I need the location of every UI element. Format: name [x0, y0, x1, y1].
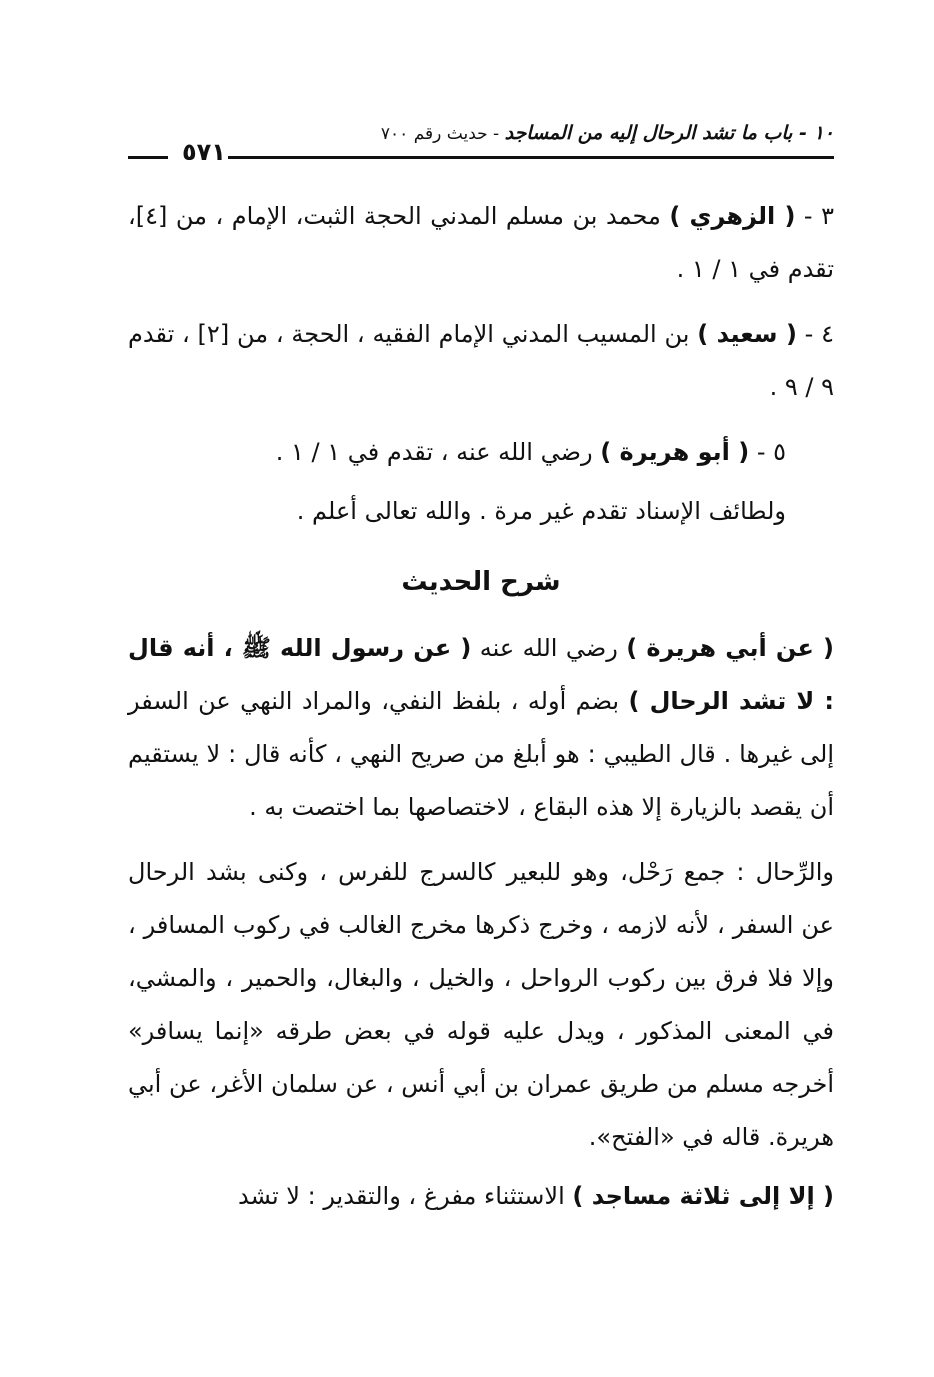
narrator-entry-4 [128, 308, 834, 414]
running-header [128, 118, 834, 178]
narrator-text: رضي الله عنه ، تقدم في ١ / ١ . [275, 438, 601, 466]
commentary-text: بضم أوله ، بلفظ النفي، والمراد النهي عن السفر إلى غيرها . قال الطيبي : هو أبلغ من صريح النهي ، كأنه قال : لا يستقيم أن يقصد بالزيارة إلا هذه البقاع ، لاختصاصها بما اختصت به . [128, 687, 834, 821]
hadith-number: حديث رقم ٧٠٠ [380, 124, 488, 144]
sharh-paragraph-2: والرِّحال : جمع رَحْل، وهو للبعير كالسرج للفرس ، وكنى بشد الرحال عن السفر ، لأنه لازمه ، وخرج ذكرها مخرج الغالب في ركوب المسافر ، وإلا فلا فرق بين ركوب الرواحل ، والخيل ، والبغال، والحمير ، والمشي، في المعنى المذكور ، ويدل عليه قوله في بعض طرقه «إنما يسافر» أخرجه مسلم من طريق عمران بن أبي أنس ، عن سلمان الأغر، عن أبي هريرة. قاله في «الفتح». [128, 858, 834, 1151]
narrator-number: ٤ - [796, 320, 834, 348]
page-number-dash [128, 156, 168, 159]
header-rule [228, 156, 834, 159]
narrator-text: بن المسيب المدني الإمام الفقيه ، الحجة ، من [٢] ، تقدم ٩ / ٩ . [128, 320, 834, 401]
title-separator: - [487, 124, 505, 144]
narrator-name: ( الزهري ) [669, 202, 796, 230]
narrator-entry-3 [128, 190, 834, 296]
chapter-heading [381, 122, 834, 144]
narrator-number: ٣ - [795, 202, 834, 230]
sharh-paragraph-3 [128, 1170, 834, 1223]
quoted-phrase: ( عن أبي هريرة ) [626, 634, 834, 662]
narrator-text: محمد بن مسلم المدني الحجة الثبت، الإمام ، من [٤]، تقدم في ١ / ١ . [128, 202, 834, 283]
commentary-text: الاستثناء مفرغ ، والتقدير : لا تشد [237, 1182, 573, 1210]
section-title: شرح الحديث [401, 567, 561, 597]
narrator-number: ٥ - [749, 438, 786, 466]
narrator-name: ( سعيد ) [697, 320, 797, 348]
quoted-phrase: ( إلا إلى ثلاثة مساجد ) [572, 1182, 834, 1210]
lataif-isnad: ولطائف الإسناد تقدم غير مرة . والله تعالى أعلم . [296, 497, 786, 525]
narrator-name: ( أبو هريرة ) [600, 438, 750, 466]
page-body [128, 190, 834, 1235]
sharh-paragraph-1 [128, 622, 834, 834]
commentary-text: رضي الله عنه [471, 634, 627, 662]
chapter-title: ١٠ - باب ما تشد الرحال إليه من المساجد [504, 122, 834, 144]
narrator-entry-5 [128, 426, 834, 479]
page-number: ٥٧١ [182, 138, 226, 166]
quoted-phrase: ( عن رسول الله ﷺ ، أنه قال : لا تشد الرحال ) [128, 634, 834, 715]
